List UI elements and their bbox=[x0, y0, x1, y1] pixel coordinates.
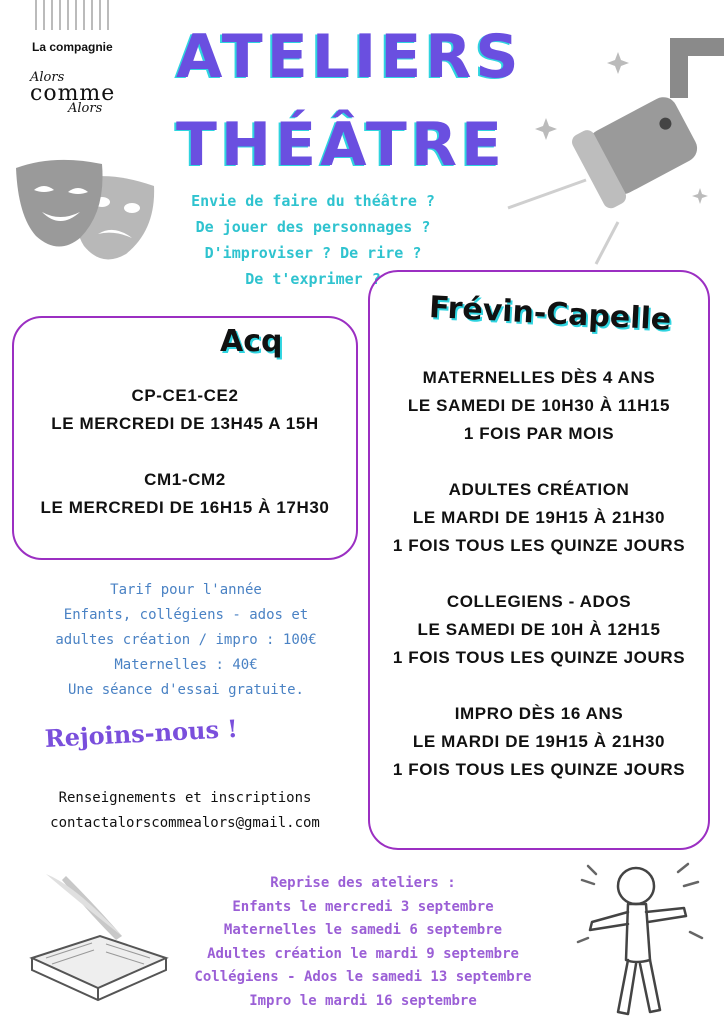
frevin-location-label: Frévin-Capelle bbox=[428, 290, 673, 338]
restart-dates bbox=[158, 872, 568, 1013]
restart-line: Collégiens - Ados le samedi 13 septembre bbox=[194, 969, 532, 985]
pricing-info bbox=[20, 578, 352, 703]
frevin-schedule bbox=[368, 364, 710, 784]
schedule-line: 1 FOIS TOUS LES QUINZE JOURS bbox=[392, 648, 686, 667]
schedule-line: LE SAMEDI DE 10H À 12H15 bbox=[417, 620, 661, 639]
restart-line: Impro le mardi 16 septembre bbox=[249, 992, 477, 1009]
page-title-line1: ATELIERS bbox=[176, 22, 523, 92]
pricing-line: Maternelles : 40€ bbox=[114, 657, 258, 673]
schedule-gap bbox=[368, 448, 710, 476]
contact-email[interactable]: contactalorscommealors@gmail.com bbox=[50, 815, 320, 831]
contact-heading: Renseignements et inscriptions bbox=[58, 790, 312, 806]
schedule-line: LE MERCREDI DE 13H45 A 15H bbox=[51, 414, 319, 433]
spotlight-icon bbox=[500, 30, 724, 270]
company-label: La compagnie bbox=[32, 40, 113, 54]
logo-line: Alors bbox=[68, 101, 103, 117]
company-logo bbox=[30, 72, 130, 115]
stick-figure-icon bbox=[574, 860, 714, 1020]
pricing-line: Une séance d'essai gratuite. bbox=[67, 682, 304, 698]
schedule-gap bbox=[368, 560, 710, 588]
page-title-line2: THÉÂTRE bbox=[176, 110, 507, 180]
schedule-line: 1 FOIS TOUS LES QUINZE JOURS bbox=[392, 760, 686, 779]
restart-line: Adultes création le mardi 9 septembre bbox=[207, 945, 519, 962]
pricing-line: Tarif pour l'année bbox=[110, 582, 262, 598]
schedule-gap bbox=[368, 672, 710, 700]
acq-location-label: Acq bbox=[220, 324, 283, 359]
schedule-line: LE MERCREDI DE 16H15 À 17H30 bbox=[40, 498, 330, 517]
schedule-line: 1 FOIS TOUS LES QUINZE JOURS bbox=[392, 536, 686, 555]
logo-line: Alors bbox=[30, 70, 65, 85]
intro-line: De jouer des personnages ? bbox=[195, 218, 431, 236]
schedule-line: MATERNELLES DÈS 4 ANS bbox=[422, 368, 656, 387]
book-quill-icon bbox=[26, 866, 172, 1006]
pricing-line: adultes création / impro : 100€ bbox=[55, 632, 317, 648]
acq-schedule bbox=[12, 382, 358, 522]
schedule-line: LE MARDI DE 19H15 À 21H30 bbox=[412, 508, 666, 527]
schedule-line: IMPRO DÈS 16 ANS bbox=[454, 704, 624, 723]
schedule-line: ADULTES CRÉATION bbox=[448, 480, 630, 499]
schedule-line: LE SAMEDI DE 10H30 À 11H15 bbox=[407, 396, 671, 415]
intro-line: Envie de faire du théâtre ? bbox=[191, 192, 435, 210]
schedule-line: CP-CE1-CE2 bbox=[131, 386, 239, 405]
contact-info bbox=[12, 786, 358, 836]
restart-line: Reprise des ateliers : bbox=[270, 875, 456, 891]
schedule-line: LE MARDI DE 19H15 À 21H30 bbox=[412, 732, 666, 751]
theatre-masks-icon bbox=[14, 150, 162, 265]
schedule-gap bbox=[12, 438, 358, 466]
intro-line: De t'exprimer ? bbox=[245, 270, 381, 288]
restart-line: Enfants le mercredi 3 septembre bbox=[232, 898, 494, 915]
logo-line: comme bbox=[30, 80, 116, 106]
schedule-line: COLLEGIENS - ADOS bbox=[446, 592, 632, 611]
schedule-line: 1 FOIS PAR MOIS bbox=[463, 424, 615, 443]
curtain-strings-icon bbox=[32, 0, 112, 32]
restart-line: Maternelles le samedi 6 septembre bbox=[223, 922, 503, 938]
join-us-heading: Rejoins-nous ! bbox=[44, 713, 239, 753]
schedule-line: CM1-CM2 bbox=[144, 470, 226, 489]
pricing-line: Enfants, collégiens - ados et bbox=[63, 607, 309, 623]
intro-line: D'improviser ? De rire ? bbox=[204, 244, 422, 262]
